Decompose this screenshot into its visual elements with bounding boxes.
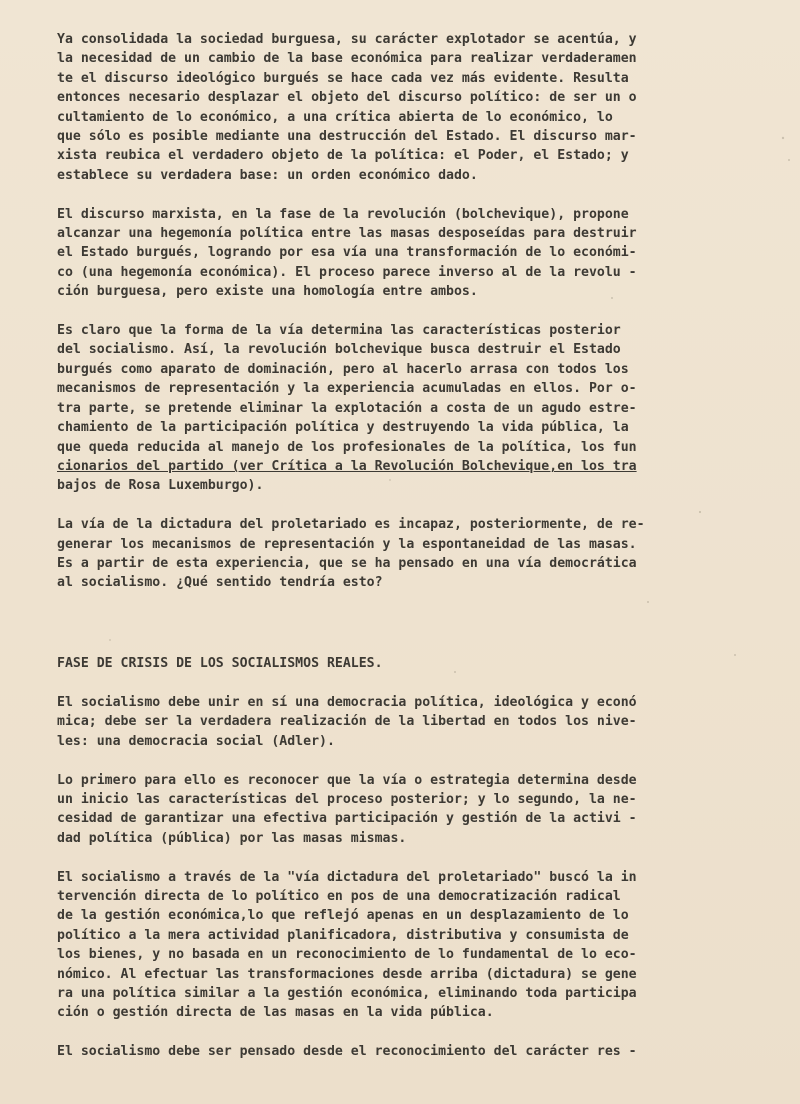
text-line: mica; debe ser la verdadera realización de la libertad en todos los nive- [57, 714, 637, 730]
text-line: El socialismo debe ser pensado desde el reconocimiento del carácter res - [57, 1044, 637, 1060]
text-line: generar los mecanismos de representación y la espontaneidad de las masas. [57, 536, 637, 552]
section-gap [57, 593, 757, 635]
text-line: político a la mera actividad planificadora, distributiva y consumista de [57, 927, 629, 943]
text-line: el Estado burgués, logrando por esa vía una transformación de lo económi- [57, 245, 637, 261]
text-line: alcanzar una hegemonía política entre las masas desposeídas para destruir [57, 226, 637, 242]
paragraph-gap [57, 1023, 757, 1042]
text-line: La vía de la dictadura del proletariado es incapaz, posteriormente, de re- [57, 517, 645, 533]
text-line: al socialismo. ¿Qué sentido tendría esto? [57, 575, 383, 591]
paragraph-4 [57, 515, 757, 593]
text-line: mecanismos de representación y la experiencia acumuladas en ellos. Por o- [57, 381, 637, 397]
text-line: tra parte, se pretende eliminar la explotación a costa de un agudo estre- [57, 400, 637, 416]
text-line-underlined: cionarios del partido (ver Crítica a la Revolución Bolchevique,en los tra [57, 458, 637, 474]
paragraph-gap [57, 674, 757, 693]
text-line: xista reubica el verdadero objeto de la política: el Poder, el Estado; y [57, 148, 629, 164]
paragraph-gap [57, 185, 757, 204]
text-line: entonces necesario desplazar el objeto del discurso político: de ser un o [57, 90, 637, 106]
text-line: ción o gestión directa de las masas en la vida pública. [57, 1005, 494, 1021]
text-line: la necesidad de un cambio de la base económica para realizar verdaderamen [57, 51, 637, 67]
text-line: que sólo es posible mediante una destrucción del Estado. El discurso mar- [57, 129, 637, 145]
text-line: que queda reducida al manejo de los profesionales de la política, los fun [57, 439, 637, 455]
paragraph-5 [57, 693, 757, 751]
text-line: burgués como aparato de dominación, pero al hacerlo arrasa con todos los [57, 361, 629, 377]
text-line: ción burguesa, pero existe una homología entre ambos. [57, 284, 478, 300]
paragraph-6 [57, 771, 757, 849]
text-line: Lo primero para ello es reconocer que la vía o estrategia determina desde [57, 772, 637, 788]
paragraph-gap [57, 751, 757, 770]
typewritten-text [57, 30, 757, 1062]
paragraph-gap [57, 496, 757, 515]
text-line: nómico. Al efectuar las transformaciones desde arriba (dictadura) se gene [57, 966, 637, 982]
text-line: del socialismo. Así, la revolución bolchevique busca destruir el Estado [57, 342, 621, 358]
text-line: co (una hegemonía económica). El proceso parece inverso al de la revolu - [57, 264, 637, 280]
text-line: tervención directa de lo político en pos de una democratización radical [57, 888, 621, 904]
text-line: ra una política similar a la gestión económica, eliminando toda participa [57, 985, 637, 1001]
paragraph-2 [57, 205, 757, 302]
text-line: de la gestión económica,lo que reflejó apenas en un desplazamiento de lo [57, 908, 629, 924]
text-line: cultamiento de lo económico, a una crítica abierta de lo económico, lo [57, 109, 613, 125]
text-line: Es a partir de esta experiencia, que se ha pensado en una vía democrática [57, 555, 637, 571]
paragraph-gap [57, 635, 757, 654]
paragraph-3 [57, 321, 757, 496]
paragraph-1 [57, 30, 757, 185]
text-line: un inicio las características del proceso posterior; y lo segundo, la ne- [57, 791, 637, 807]
text-line: dad política (pública) por las masas mismas. [57, 830, 407, 846]
text-line: establece su verdadera base: un orden económico dado. [57, 167, 478, 183]
section-heading: FASE DE CRISIS DE LOS SOCIALISMOS REALES. [57, 656, 383, 672]
text-line: te el discurso ideológico burgués se hace cada vez más evidente. Resulta [57, 70, 629, 86]
text-line: chamiento de la participación política y destruyendo la vida pública, la [57, 420, 629, 436]
paragraph-8 [57, 1042, 757, 1061]
paragraph-gap [57, 848, 757, 867]
text-line: les: una democracia social (Adler). [57, 733, 335, 749]
text-line: cesidad de garantizar una efectiva participación y gestión de la activi - [57, 811, 637, 827]
text-line: Es claro que la forma de la vía determina las características posterior [57, 323, 621, 339]
paragraph-gap [57, 302, 757, 321]
text-line: El discurso marxista, en la fase de la revolución (bolchevique), propone [57, 206, 629, 222]
text-line: bajos de Rosa Luxemburgo). [57, 478, 264, 494]
text-line: los bienes, y no basada en un reconocimiento de lo fundamental de lo eco- [57, 947, 637, 963]
text-line: Ya consolidada la sociedad burguesa, su carácter explotador se acentúa, y [57, 32, 637, 47]
text-line: El socialismo a través de la "vía dictadura del proletariado" buscó la in [57, 869, 637, 885]
paragraph-7 [57, 868, 757, 1023]
text-line: El socialismo debe unir en sí una democracia política, ideológica y econó [57, 694, 637, 710]
